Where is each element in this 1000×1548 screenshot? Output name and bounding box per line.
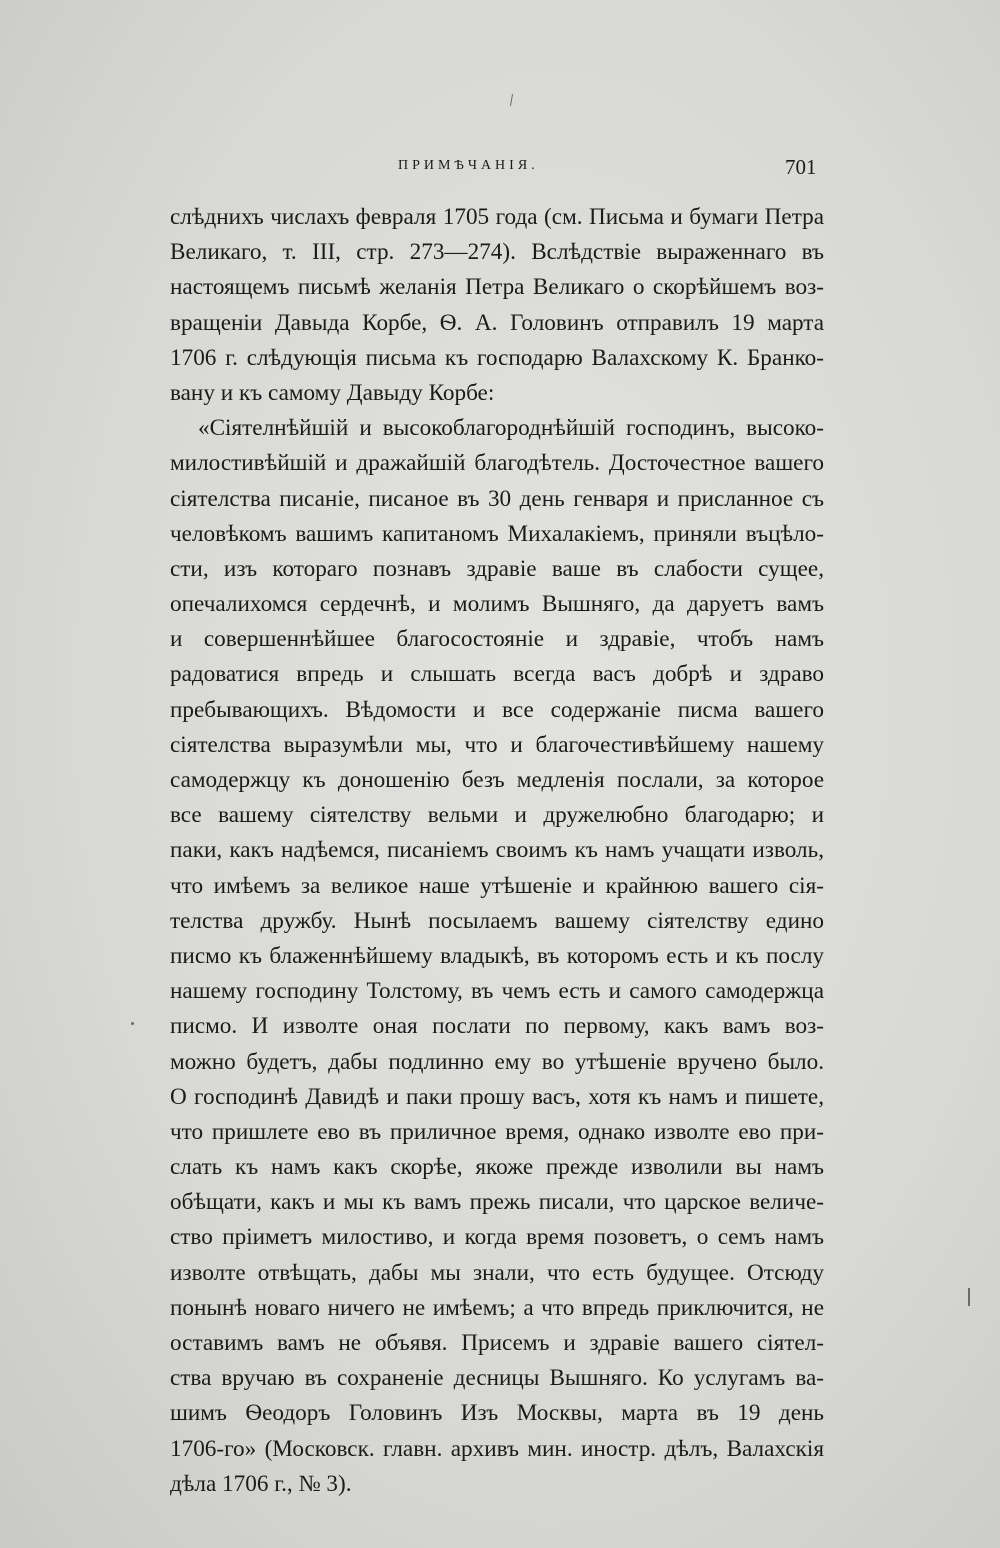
text-line: настоящемъ письмѣ желанія Петра Великаго о скорѣйшемъ воз- — [170, 274, 824, 301]
text-line: шимъ Ѳеодоръ Головинъ Изъ Москвы, марта въ 19 день — [170, 1400, 824, 1427]
text-line: 1706 г. слѣдующія письма къ господарю Валахскому К. Бранко- — [170, 344, 824, 371]
text-line: радоватися впредь и слышать всегда васъ добрѣ и здраво — [170, 661, 824, 688]
paper-speck — [510, 94, 513, 106]
text-line: можно будетъ, дабы подлинно ему во утѣшеніе вручено было. — [170, 1048, 824, 1075]
text-line: понынѣ новаго ничего не имѣемъ; а что впредь приключится, не — [170, 1294, 824, 1321]
text-line: паки, какъ надѣемся, писаніемъ своимъ къ намъ учащати изволь, — [170, 837, 824, 864]
text-line: вану и къ самому Давыду Корбе: — [170, 379, 495, 406]
page-number: 701 — [785, 155, 817, 179]
text-line: что пришлете ево въ приличное время, однако изволте ево при- — [170, 1118, 824, 1145]
text-line: слать къ намъ какъ скорѣе, якоже прежде изволили вы намъ — [170, 1154, 824, 1181]
text-line: милостивѣйшій и дражайшій благодѣтель. Досточестное вашего — [170, 450, 824, 477]
text-line: слѣднихъ числахъ февраля 1705 года (см. Письма и бумаги Петра — [170, 204, 824, 230]
text-line: ство пріиметъ милостиво, и когда время позоветъ, о семъ намъ — [170, 1224, 824, 1251]
text-line: и совершеннѣйшее благосостояніе и здравіе, чтобъ намъ — [170, 626, 824, 653]
text-line: О господинѣ Давидѣ и паки прошу васъ, хотя къ намъ и пишете, — [170, 1083, 824, 1110]
paper-speck — [131, 1022, 134, 1025]
text-line: человѣкомъ вашимъ капитаномъ Михалакіемъ, приняли въцѣло- — [170, 520, 824, 547]
text-line: «Сіятелнѣйшій и высокоблагороднѣйшій господинъ, высоко- — [198, 415, 824, 442]
text-line: сти, изъ котораго познавъ здравіе ваше въ слабости сущее, — [170, 555, 824, 582]
text-line: сіятелства писаніе, писаное въ 30 день генваря и присланное съ — [170, 485, 824, 512]
paper-speck — [968, 1288, 970, 1306]
text-line: вращеніи Давыда Корбе, Ѳ. А. Головинъ отправилъ 19 марта — [170, 309, 824, 336]
text-line: телства дружбу. Нынѣ посылаемъ вашему сіятелству едино — [170, 907, 824, 934]
text-line: Великаго, т. III, стр. 273—274). Вслѣдствіе выраженнаго въ — [170, 239, 824, 266]
text-line: самодержцу къ доношенію безъ медленія послали, за которое — [170, 767, 824, 793]
text-line: что имѣемъ за великое наше утѣшеніе и крайнюю вашего сія- — [170, 872, 824, 899]
text-line: нашему господину Толстому, въ чемъ есть и самого самодержца — [170, 978, 824, 1005]
text-line: дѣла 1706 г., № 3). — [170, 1470, 352, 1497]
body-text — [170, 200, 824, 1502]
text-line: оставимъ вамъ не объявя. Присемъ и здравіе вашего сіятел- — [170, 1330, 824, 1356]
running-title: ПРИМѢЧАНІЯ. — [398, 158, 539, 173]
text-line: сіятелства выразумѣли мы, что и благочестивѣйшему нашему — [170, 731, 824, 758]
text-line: ства вручаю въ сохраненіе десницы Вышняго. Ко услугамъ ва- — [170, 1365, 824, 1392]
text-line: пребывающихъ. Вѣдомости и все содержаніе писма вашего — [170, 696, 824, 723]
text-line: обѣщати, какъ и мы къ вамъ прежь писали, что царское величе- — [170, 1189, 824, 1216]
text-line: все вашему сіятелству вельми и дружелюбно благодарю; и — [170, 802, 824, 829]
text-line: писмо. И изволте оная послати по первому, какъ вамъ воз- — [170, 1013, 824, 1040]
text-line: опечалихомся сердечнѣ, и молимъ Вышняго, да даруетъ вамъ — [170, 591, 824, 618]
text-line: изволте отвѣщать, дабы мы знали, что есть будущее. Отсюду — [170, 1259, 824, 1286]
text-line: писмо къ блаженнѣйшему владыкѣ, въ которомъ есть и къ послу — [170, 942, 824, 969]
text-line: 1706-го» (Московск. главн. архивъ мин. иностр. дѣлъ, Валахскія — [170, 1435, 824, 1462]
